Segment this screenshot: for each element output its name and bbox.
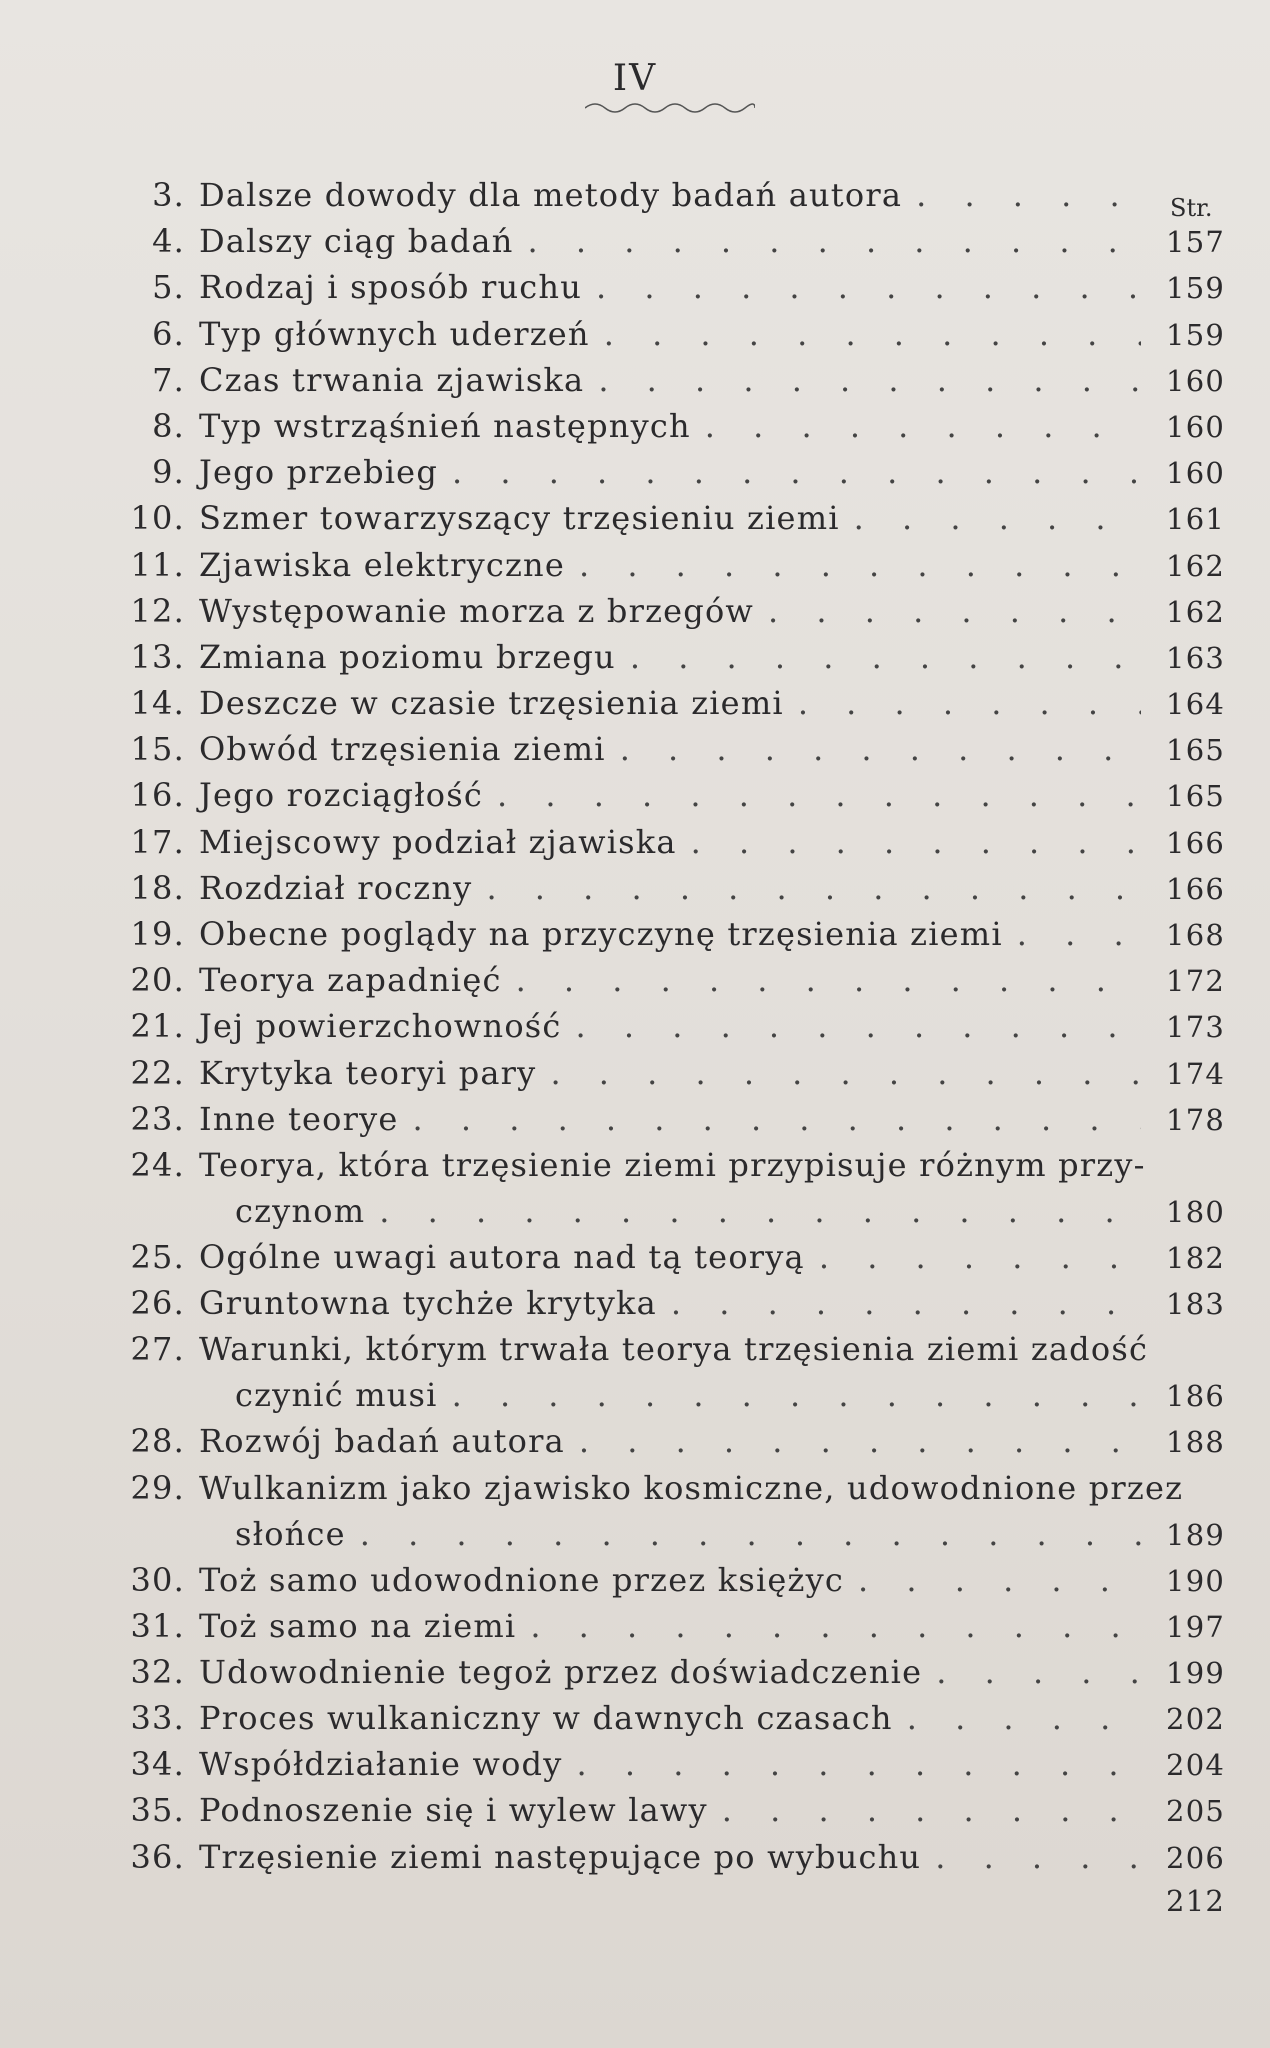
toc-entry-page: 183	[1166, 1287, 1225, 1322]
dot-leader	[576, 1007, 1141, 1045]
toc-entry-title: Współdziałanie wody	[199, 1745, 563, 1784]
toc-entry	[95, 1745, 1225, 1791]
dot-leader	[379, 1192, 1141, 1230]
toc-entry-number: 21.	[130, 1007, 185, 1046]
toc-entry-page: 188	[1166, 1425, 1225, 1460]
toc-entry-page: 206	[1166, 1840, 1225, 1875]
toc-entry-number: 23.	[130, 1099, 185, 1138]
toc-entry-title: Proces wulkaniczny w dawnych czasach	[199, 1699, 893, 1738]
toc-entry-title: Rozdział roczny	[199, 868, 473, 907]
toc-entry-title: Jego rozciągłość	[199, 776, 484, 815]
toc-entry-number: 7.	[152, 360, 185, 399]
toc-entry-title: Szmer towarzyszący trzęsieniu ziemi	[199, 499, 840, 538]
toc-entry-number: 6.	[152, 314, 185, 353]
toc-entry-number: 29.	[130, 1468, 185, 1507]
toc-entry-title: Zjawiska elektryczne	[199, 545, 565, 584]
dot-leader	[486, 869, 1141, 907]
toc-entry-number: 12.	[130, 591, 185, 630]
toc-entry	[95, 638, 1225, 684]
toc-entry-number: 11.	[130, 545, 185, 584]
toc-entry-number: 4.	[152, 222, 185, 261]
toc-entry	[95, 1838, 1225, 1884]
toc-entry-number: 31.	[130, 1606, 185, 1645]
toc-entry-title-continued: czynom	[235, 1191, 366, 1230]
toc-entry-number: 13.	[130, 637, 185, 676]
dot-leader	[528, 222, 1141, 260]
toc-entry	[95, 407, 1225, 453]
toc-entry-title: Krytyka teoryi pary	[199, 1053, 537, 1092]
dot-leader	[497, 776, 1141, 814]
toc-entry	[95, 730, 1225, 776]
toc-entry	[95, 915, 1225, 961]
toc-entry-page: 166	[1166, 825, 1225, 860]
toc-entry-title-continued: czynić musi	[235, 1376, 438, 1415]
toc-entry-page: 166	[1166, 871, 1225, 906]
toc-entry-number: 32.	[130, 1652, 185, 1691]
toc-entry-number: 24.	[130, 1145, 185, 1184]
toc-entry-title: Teorya, która trzęsienie ziemi przypisuje różnym przy-	[199, 1145, 1146, 1184]
dot-leader	[577, 1745, 1141, 1783]
toc-entry-page: 160	[1166, 363, 1225, 398]
toc-entry-page: 204	[1166, 1748, 1225, 1783]
toc-entry-number: 30.	[130, 1560, 185, 1599]
toc-entry	[95, 222, 1225, 268]
toc-entry-title: Gruntowna tychże krytyka	[199, 1284, 657, 1323]
dot-leader	[705, 407, 1141, 445]
toc-entry-number: 5.	[152, 268, 185, 307]
toc-entry-title: Ogólne uwagi autora nad tą teoryą	[199, 1237, 805, 1276]
toc-entry	[95, 1561, 1225, 1607]
toc-entry-number: 17.	[130, 822, 185, 861]
toc-entry-page: 174	[1166, 1056, 1225, 1091]
toc-entry-title: Rozwój badań autora	[199, 1422, 565, 1461]
dot-leader	[596, 268, 1141, 306]
toc-entry	[95, 1469, 1225, 1561]
toc-entry	[95, 1653, 1225, 1699]
toc-entry	[95, 499, 1225, 545]
toc-entry-number: 22.	[130, 1053, 185, 1092]
toc-entry-title: Obwód trzęsienia ziemi	[199, 730, 606, 769]
toc-entry-title: Dalszy ciąg badań	[199, 222, 514, 261]
toc-entry-page: 162	[1166, 594, 1225, 629]
toc-entry	[95, 315, 1225, 361]
toc-entry-page: 157	[1166, 225, 1225, 260]
toc-entry-number: 25.	[130, 1237, 185, 1276]
toc-entry-number: 27.	[130, 1330, 185, 1369]
toc-entry-page: 190	[1166, 1563, 1225, 1598]
page-column-label: Str.	[1170, 194, 1213, 222]
toc-entry-title: Wulkanizm jako zjawisko kosmiczne, udowodnione przez	[199, 1468, 1184, 1507]
toc-entry-number: 16.	[130, 776, 185, 815]
toc-entry-title: Trzęsienie ziemi następujące po wybuchu	[199, 1837, 922, 1876]
toc-entry	[95, 684, 1225, 730]
toc-entry-title: Dalsze dowody dla metody badań autora	[199, 176, 903, 214]
toc-entry-number: 19.	[130, 915, 185, 953]
dot-leader	[854, 499, 1141, 537]
dot-leader	[936, 1653, 1141, 1691]
toc-entry-title: Udowodnienie tegoż przez doświadczenie	[199, 1652, 923, 1691]
toc-entry	[95, 823, 1225, 869]
toc-entry-page: 160	[1166, 409, 1225, 444]
toc-entry-title: Deszcze w czasie trzęsienia ziemi	[199, 684, 784, 723]
dot-leader	[604, 315, 1141, 353]
toc-entry-page: 205	[1166, 1794, 1225, 1829]
toc-entry-page: 178	[1166, 1102, 1225, 1137]
toc-entry-number: 3.	[152, 176, 185, 214]
dot-leader	[550, 1054, 1141, 1092]
toc-entry-title: Typ głównych uderzeń	[199, 314, 590, 353]
toc-entry-title: Rodzaj i sposób ruchu	[199, 268, 583, 307]
dot-leader	[620, 730, 1141, 768]
dot-leader	[413, 1100, 1141, 1138]
toc-entry-page: 159	[1166, 317, 1225, 352]
toc-entry	[95, 961, 1225, 1007]
toc-entry-page: 168	[1166, 918, 1225, 952]
toc-entry-title: Zmiana poziomu brzegu	[199, 637, 616, 676]
toc-entry-number: 28.	[130, 1422, 185, 1461]
toc-entry-page: 172	[1166, 964, 1225, 999]
toc-entry-number: 18.	[130, 868, 185, 907]
toc-entry-title: Warunki, którym trwała teorya trzęsienia ziemi zadość	[199, 1330, 1149, 1369]
toc-entry	[95, 1100, 1225, 1146]
toc-entry	[95, 776, 1225, 822]
dot-leader	[858, 1561, 1141, 1599]
toc-entry-number: 15.	[130, 730, 185, 769]
toc-entry-page: 162	[1166, 548, 1225, 583]
toc-entry-page: 212	[1166, 1883, 1225, 1918]
dot-leader	[452, 453, 1141, 491]
toc-entry-title-continued: słońce	[235, 1514, 346, 1553]
toc-entry-title: Teorya zapadnięć	[199, 961, 502, 1000]
toc-entry-page: 164	[1166, 687, 1225, 722]
toc-entry-title: Typ wstrząśnień następnych	[199, 406, 691, 445]
toc-entry-title: Jego przebieg	[199, 453, 439, 492]
toc-entry-title: Czas trwania zjawiska	[199, 360, 585, 399]
toc-entry-page: 159	[1166, 271, 1225, 306]
toc-entry	[95, 869, 1225, 915]
dot-leader	[530, 1607, 1141, 1645]
dot-leader	[630, 638, 1141, 676]
toc-entry-page: 161	[1166, 502, 1225, 537]
toc-entry	[95, 1791, 1225, 1837]
dot-leader	[768, 592, 1141, 630]
toc-entry-page: 189	[1166, 1517, 1225, 1552]
toc-entry-title: Występowanie morza z brzegów	[199, 591, 755, 630]
toc-entry	[95, 1054, 1225, 1100]
toc-entry-page: 165	[1166, 779, 1225, 814]
page-folio: IV	[612, 58, 658, 99]
dot-leader	[907, 1699, 1141, 1737]
toc-entry-page: 182	[1166, 1240, 1225, 1275]
toc-entry-title: Toż samo udowodnione przez księżyc	[199, 1560, 845, 1599]
toc-entry-number: 20.	[130, 961, 185, 1000]
toc-entry-title: Inne teorye	[199, 1099, 399, 1138]
dot-leader	[579, 546, 1141, 584]
toc-entry	[95, 453, 1225, 499]
toc-entry-number: 34.	[130, 1745, 185, 1784]
toc-entry	[95, 1884, 1225, 1930]
toc-entry-number: 14.	[130, 684, 185, 723]
toc-entry-number: 8.	[152, 406, 185, 445]
toc-entry	[95, 1146, 1225, 1238]
toc-entry-page: 197	[1166, 1609, 1225, 1644]
toc-entry-number: 26.	[130, 1284, 185, 1323]
wavy-ornament	[585, 100, 755, 116]
toc-entry-title: Miejscowy podział zjawiska	[199, 822, 677, 861]
dot-leader	[916, 176, 1141, 214]
toc-entry	[95, 546, 1225, 592]
dot-leader	[671, 1284, 1141, 1322]
toc-entry-page: 180	[1166, 1194, 1225, 1229]
toc-entry-number: 35.	[130, 1791, 185, 1830]
toc-entry	[95, 1007, 1225, 1053]
toc-entry-number: 36.	[130, 1837, 185, 1876]
dot-leader	[579, 1422, 1141, 1460]
toc-entry	[95, 1607, 1225, 1653]
dot-leader	[691, 823, 1141, 861]
dot-leader	[1017, 915, 1141, 953]
toc-entry-page: 165	[1166, 733, 1225, 768]
toc-entry-page: 199	[1166, 1655, 1225, 1690]
dot-leader	[516, 961, 1141, 999]
toc-entry-page: 173	[1166, 1010, 1225, 1045]
toc-entry-page: 160	[1166, 456, 1225, 491]
dot-leader	[935, 1838, 1141, 1876]
toc-entry	[95, 1422, 1225, 1468]
toc-entry-page: 163	[1166, 640, 1225, 675]
toc-entry-page: 202	[1166, 1702, 1225, 1737]
toc-entry-page: 186	[1166, 1379, 1225, 1414]
toc-entry-title: Toż samo na ziemi	[199, 1606, 517, 1645]
toc-entry-title: Jej powierzchowność	[199, 1007, 562, 1046]
table-of-contents	[95, 176, 1225, 1930]
toc-entry	[95, 1238, 1225, 1284]
dot-leader	[722, 1791, 1141, 1829]
dot-leader	[819, 1238, 1141, 1276]
dot-leader	[452, 1376, 1141, 1414]
toc-entry	[95, 268, 1225, 314]
dot-leader	[598, 361, 1141, 399]
toc-entry-number: 10.	[130, 499, 185, 538]
toc-entry	[95, 592, 1225, 638]
toc-entry	[95, 176, 1225, 222]
toc-entry-number: 9.	[152, 453, 185, 492]
toc-entry	[95, 1699, 1225, 1745]
toc-entry	[95, 1330, 1225, 1422]
toc-entry-number: 33.	[130, 1699, 185, 1738]
toc-entry-title: Podnoszenie się i wylew lawy	[199, 1791, 708, 1830]
dot-leader	[360, 1515, 1141, 1553]
dot-leader	[798, 684, 1141, 722]
toc-entry	[95, 1284, 1225, 1330]
toc-entry	[95, 361, 1225, 407]
toc-entry-title: Obecne poglądy na przyczynę trzęsienia ziemi	[199, 915, 1003, 953]
